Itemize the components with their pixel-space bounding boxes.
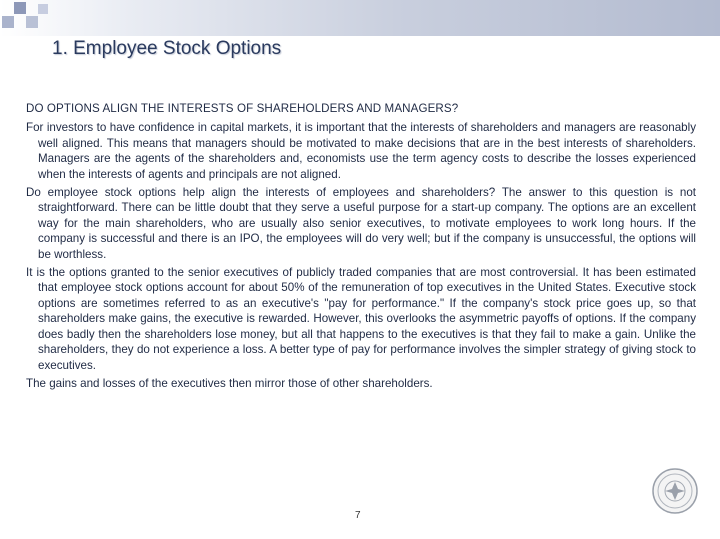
slide-body: [26, 101, 696, 394]
decor-square: [2, 16, 14, 28]
decor-square: [26, 16, 38, 28]
corner-decoration: [0, 0, 60, 36]
body-paragraph: It is the options granted to the senior executives of publicly traded companies that are most controversial. It has been estimated that employee stock options account for about 50% of the remuneration of top executives in the United States. Executive stock options are sometimes referred to as an executive's "pay for performance." If the company's stock price goes up, so that shareholders make gains, the executive is rewarded. However, this overlooks the asymmetric payoffs of options. If the company does badly then the shareholders lose money, but all that happens to the executives is that they fail to make a gain. Unlike the shareholders, they do not experience a loss. A better type of pay for performance involves the simpler strategy of giving stock to executives.: [26, 266, 696, 372]
institution-seal-icon: [651, 467, 699, 515]
slide-title: 1. Employee Stock Options: [52, 38, 282, 59]
body-paragraph: The gains and losses of the executives then mirror those of other shareholders.: [26, 376, 433, 390]
decor-square: [14, 2, 26, 14]
header-band: [0, 0, 720, 36]
page-number: 7: [355, 510, 361, 521]
decor-square: [38, 4, 48, 14]
section-heading: DO OPTIONS ALIGN THE INTERESTS OF SHAREHOLDERS AND MANAGERS?: [26, 102, 459, 115]
body-paragraph: Do employee stock options help align the interests of employees and shareholders? The answer to this question is not straightforward. There can be little doubt that they serve a useful purpose for a start-up company. The options are an excellent way for the main shareholders, who are usually also senior executives, to motivate employees to work long hours. If the company is successful and there is an IPO, the employees will do very well; but if the company is unsuccessful, the options will be worthless.: [26, 186, 696, 261]
body-paragraph: For investors to have confidence in capital markets, it is important that the interests of shareholders and managers are reasonably well aligned. This means that managers should be motivated to make decisions that are in the best interests of shareholders. Managers are the agents of the shareholders and, economists use the term agency costs to describe the losses experienced when the interests of agents and principals are not aligned.: [26, 121, 696, 181]
